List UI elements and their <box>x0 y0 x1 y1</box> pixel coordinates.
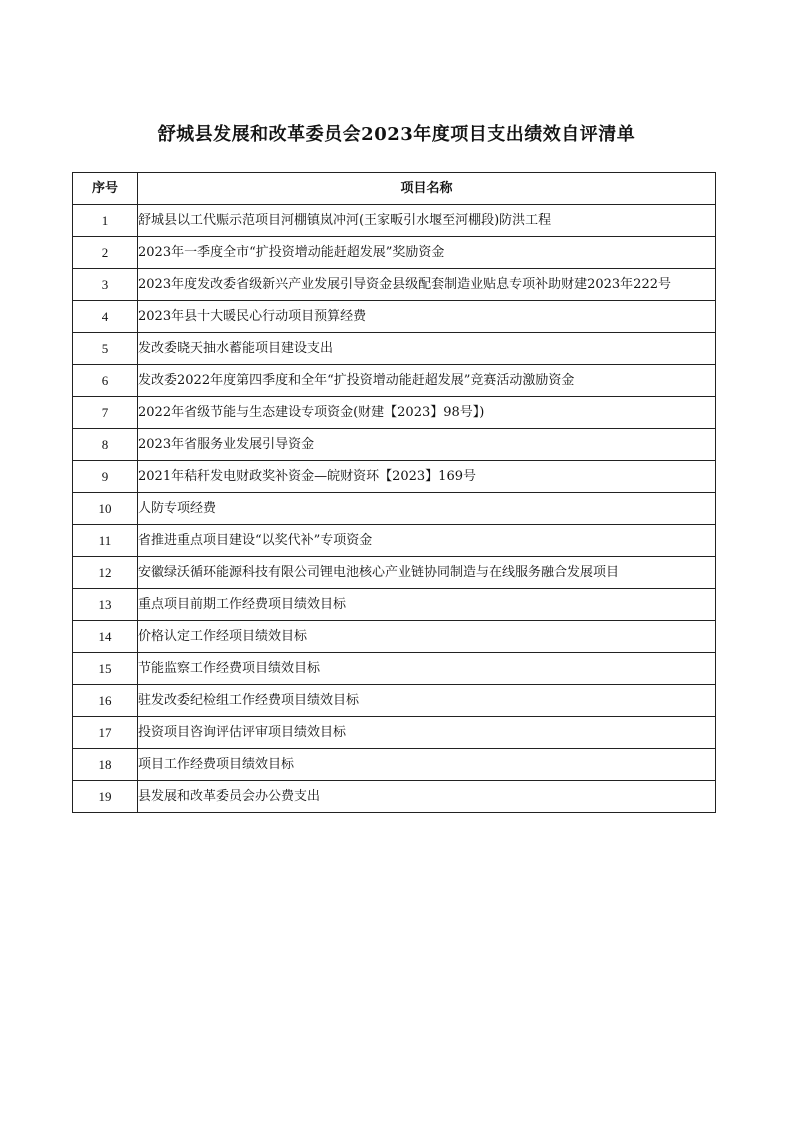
project-name: 价格认定工作经项目绩效目标 <box>138 621 716 653</box>
row-number: 14 <box>73 621 138 653</box>
project-name: 省推进重点项目建设“以奖代补”专项资金 <box>138 525 716 557</box>
table-row <box>73 557 716 589</box>
row-number: 1 <box>73 205 138 237</box>
row-number: 3 <box>73 269 138 301</box>
project-name: 2023年一季度全市“扩投资增动能赶超发展”奖励资金 <box>138 237 716 269</box>
row-number: 15 <box>73 653 138 685</box>
project-table <box>72 172 716 813</box>
table-row <box>73 237 716 269</box>
project-name: 2023年省服务业发展引导资金 <box>138 429 716 461</box>
project-name: 投资项目咨询评估评审项目绩效目标 <box>138 717 716 749</box>
table-header-row <box>73 173 716 205</box>
row-number: 17 <box>73 717 138 749</box>
table-row <box>73 749 716 781</box>
table-row <box>73 621 716 653</box>
column-header-name: 项目名称 <box>138 173 716 205</box>
table-row <box>73 717 716 749</box>
column-header-no: 序号 <box>73 173 138 205</box>
table-row <box>73 269 716 301</box>
row-number: 4 <box>73 301 138 333</box>
table-body <box>73 205 716 813</box>
project-name: 2023年县十大暖民心行动项目预算经费 <box>138 301 716 333</box>
project-name: 2021年秸秆发电财政奖补资金—皖财资环【2023】169号 <box>138 461 716 493</box>
table-row <box>73 429 716 461</box>
project-name: 节能监察工作经费项目绩效目标 <box>138 653 716 685</box>
row-number: 10 <box>73 493 138 525</box>
row-number: 13 <box>73 589 138 621</box>
page-title: 舒城县发展和改革委员会2023年度项目支出绩效自评清单 <box>157 124 636 145</box>
row-number: 9 <box>73 461 138 493</box>
row-number: 12 <box>73 557 138 589</box>
project-name: 舒城县以工代赈示范项目河棚镇岚冲河(王家畈引水堰至河棚段)防洪工程 <box>138 205 716 237</box>
row-number: 5 <box>73 333 138 365</box>
project-name: 2022年省级节能与生态建设专项资金(财建【2023】98号】) <box>138 397 716 429</box>
project-name: 项目工作经费项目绩效目标 <box>138 749 716 781</box>
row-number: 11 <box>73 525 138 557</box>
project-name: 县发展和改革委员会办公费支出 <box>138 781 716 813</box>
row-number: 19 <box>73 781 138 813</box>
table-row <box>73 525 716 557</box>
table-row <box>73 205 716 237</box>
table-row <box>73 781 716 813</box>
table-row <box>73 685 716 717</box>
table-row <box>73 301 716 333</box>
project-name: 人防专项经费 <box>138 493 716 525</box>
row-number: 8 <box>73 429 138 461</box>
project-name: 重点项目前期工作经费项目绩效目标 <box>138 589 716 621</box>
row-number: 18 <box>73 749 138 781</box>
row-number: 2 <box>73 237 138 269</box>
row-number: 16 <box>73 685 138 717</box>
project-name: 2023年度发改委省级新兴产业发展引导资金县级配套制造业贴息专项补助财建2023年222号 <box>138 269 716 301</box>
project-name: 驻发改委纪检组工作经费项目绩效目标 <box>138 685 716 717</box>
row-number: 7 <box>73 397 138 429</box>
table-row <box>73 461 716 493</box>
row-number: 6 <box>73 365 138 397</box>
table-row <box>73 365 716 397</box>
table-row <box>73 653 716 685</box>
table-row <box>73 493 716 525</box>
project-name: 安徽绿沃循环能源科技有限公司锂电池核心产业链协同制造与在线服务融合发展项目 <box>138 557 716 589</box>
project-name: 发改委晓天抽水蓄能项目建设支出 <box>138 333 716 365</box>
project-name: 发改委2022年度第四季度和全年“扩投资增动能赶超发展”竞赛活动激励资金 <box>138 365 716 397</box>
table-row <box>73 397 716 429</box>
table-row <box>73 589 716 621</box>
table-row <box>73 333 716 365</box>
